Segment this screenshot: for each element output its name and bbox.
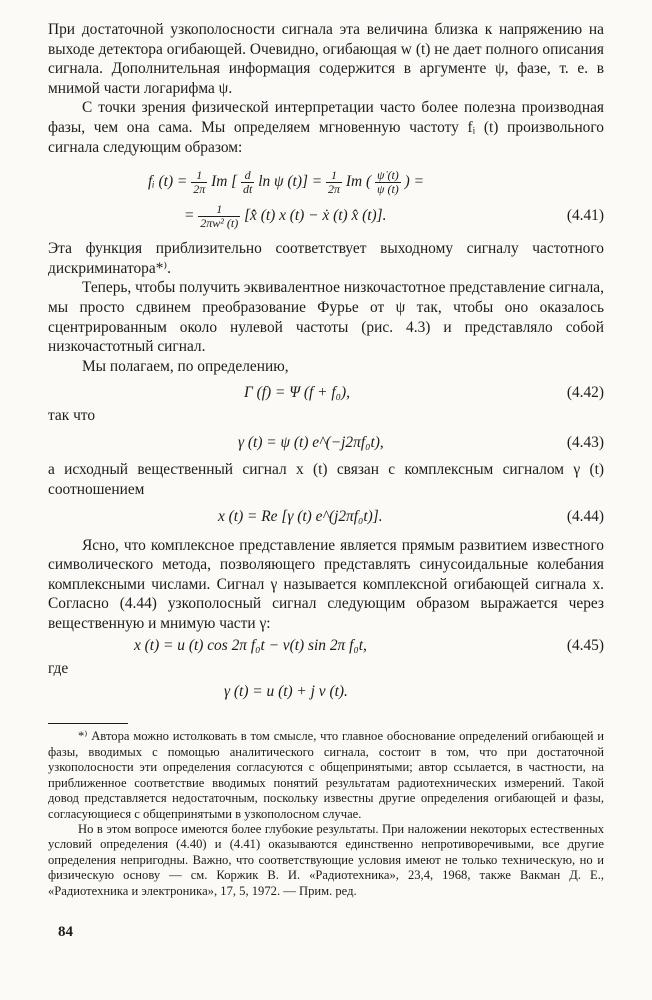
paragraph-3: Эта функция приблизительно соответствует выходному сигналу частотного дискриминатора*⁾. xyxy=(48,240,604,277)
equation-number-4-43: (4.43) xyxy=(566,434,604,452)
equation-4-43: γ (t) = ψ (t) e^(−j2πf₀t), (4.43) xyxy=(48,430,604,456)
eq-441-im: Im [ xyxy=(211,173,238,191)
eq-441-end: ) = xyxy=(404,173,424,191)
text-tak-chto: так что xyxy=(48,407,96,425)
eq-441-im-2: Im ( xyxy=(345,173,372,191)
equation-4-44: x (t) = Re [γ (t) e^(j2πf₀t)]. (4.44) xyxy=(48,504,604,530)
paragraph-4: Теперь, чтобы получить эквивалентное низкочастотное представление сигнала, мы просто сдвинем преобразование Фурье от ψ так, чтобы оно оказалось сцентрированным около нулевой частоты (рис. 4.3) и представляло собой низкочастотный сигнал. xyxy=(48,279,604,356)
equation-4-45: x (t) = u (t) cos 2π f₀t − v(t) sin 2π f₀t, (4.45) xyxy=(48,633,604,659)
footnote xyxy=(48,729,604,898)
eq-441-frac-4: $\frac{\psi̇ (t)}{\psi (t)}$ xyxy=(377,168,399,197)
equation-number-4-42: (4.42) xyxy=(566,384,604,402)
equation-number-4-44: (4.44) xyxy=(566,507,604,525)
paragraph-7: а исходный вещественный сигнал x (t) связан с комплексным сигналом γ (t) соотношением xyxy=(48,461,604,498)
paragraph-1: При достаточной узкополосности сигнала эта величина близка к напряжению на выходе детектора огибающей. Очевидно, огибающая w (t) не дает полного описания сигнала. Дополнительная информация содержится в аргументе ψ, фазе, т. е. в мнимой части логарифма ψ. xyxy=(48,21,604,97)
footnote-divider xyxy=(48,723,128,724)
paragraph-5: Мы полагаем, по определению, xyxy=(82,357,289,375)
footnote-paragraph-2: Но в этом вопросе имеются более глубокие результаты. При наложении некоторых естественных условий определения (4.40) и (4.41) оказываются единственно непротиворечивыми, все другие определения непригодны. Важно, что соответствующие условия имеют не только техническую, но и физическую основу — см. Коржик В. И. «Радиотехника», 23,4, 1968, также Вакман Д. Е., «Радиотехника и электроника», 17, 5, 1972. — Прим. ред. xyxy=(48,821,604,898)
eq-441-frac-5: $\frac{1}{\text{2πw² (t)}}$ xyxy=(200,202,239,231)
eq-441-frac-1: $\frac{1}{2\pi}$ xyxy=(193,168,206,197)
paragraph-2: С точки зрения физической интерпретации часто более полезна производная фазы, чем она сама. Мы определяем мгновенную частоту fᵢ (t) произвольного сигнала следующим образом: xyxy=(48,99,604,156)
paragraph-8: Ясно, что комплексное представление является прямым развитием известного символического метода, позволяющего представлять синусоидальные колебания комплексными числами. Сигнал γ называется комплексной огибающей сигнала x. Согласно (4.44) узкополосный сигнал следующим образом выражается через вещественную и мнимую части γ: xyxy=(48,536,604,632)
equation-number-4-41: (4.41) xyxy=(566,207,604,225)
eq-441-frac-3: $\frac{1}{2\pi}$ xyxy=(328,168,341,197)
eq-441-lhs: fᵢ (t) = xyxy=(148,173,188,191)
eq-441-frac-2: $\frac{d}{dt}$ xyxy=(243,168,253,197)
footnote-paragraph-1: *⁾ Автора можно истолковать в том смысле, что главное обоснование определений огибающей и фазы, вводимых с помощью аналитического сигнала, состоит в том, что при достаточной узкополосности эти определения согласуются с общепринятыми; автор ссылается, в частности, на приближенное соответствие вводимых понятий результатам радиотехнических измерений. Такой довод представляется недостаточным, поскольку известны другие определения огибающей и фазы, согласующиеся с общепринятыми в узкополосном случае. xyxy=(48,729,604,821)
equation-number-4-45: (4.45) xyxy=(566,637,604,655)
page-body xyxy=(48,20,604,899)
eq-441-ln: ln ψ (t)] = xyxy=(258,173,323,191)
equation-4-41-line1 xyxy=(48,165,604,199)
eq-441-bracket: [x̂̇ (t) x (t) − ẋ (t) x̂ (t)]. xyxy=(244,207,387,225)
equation-4-41-line2: = $\frac{1}{\text{2πw² (t)}}$ [x̂̇ (t) x (t) − ẋ (t) x̂ (t)]. (4.41) xyxy=(48,199,604,233)
equation-4-42: Γ (f) = Ψ (f + f₀), (4.42) xyxy=(48,380,604,406)
equation-4-46: γ (t) = u (t) + j v (t). xyxy=(224,683,348,701)
page-number: 84 xyxy=(58,924,73,940)
text-gde: где xyxy=(48,660,69,678)
